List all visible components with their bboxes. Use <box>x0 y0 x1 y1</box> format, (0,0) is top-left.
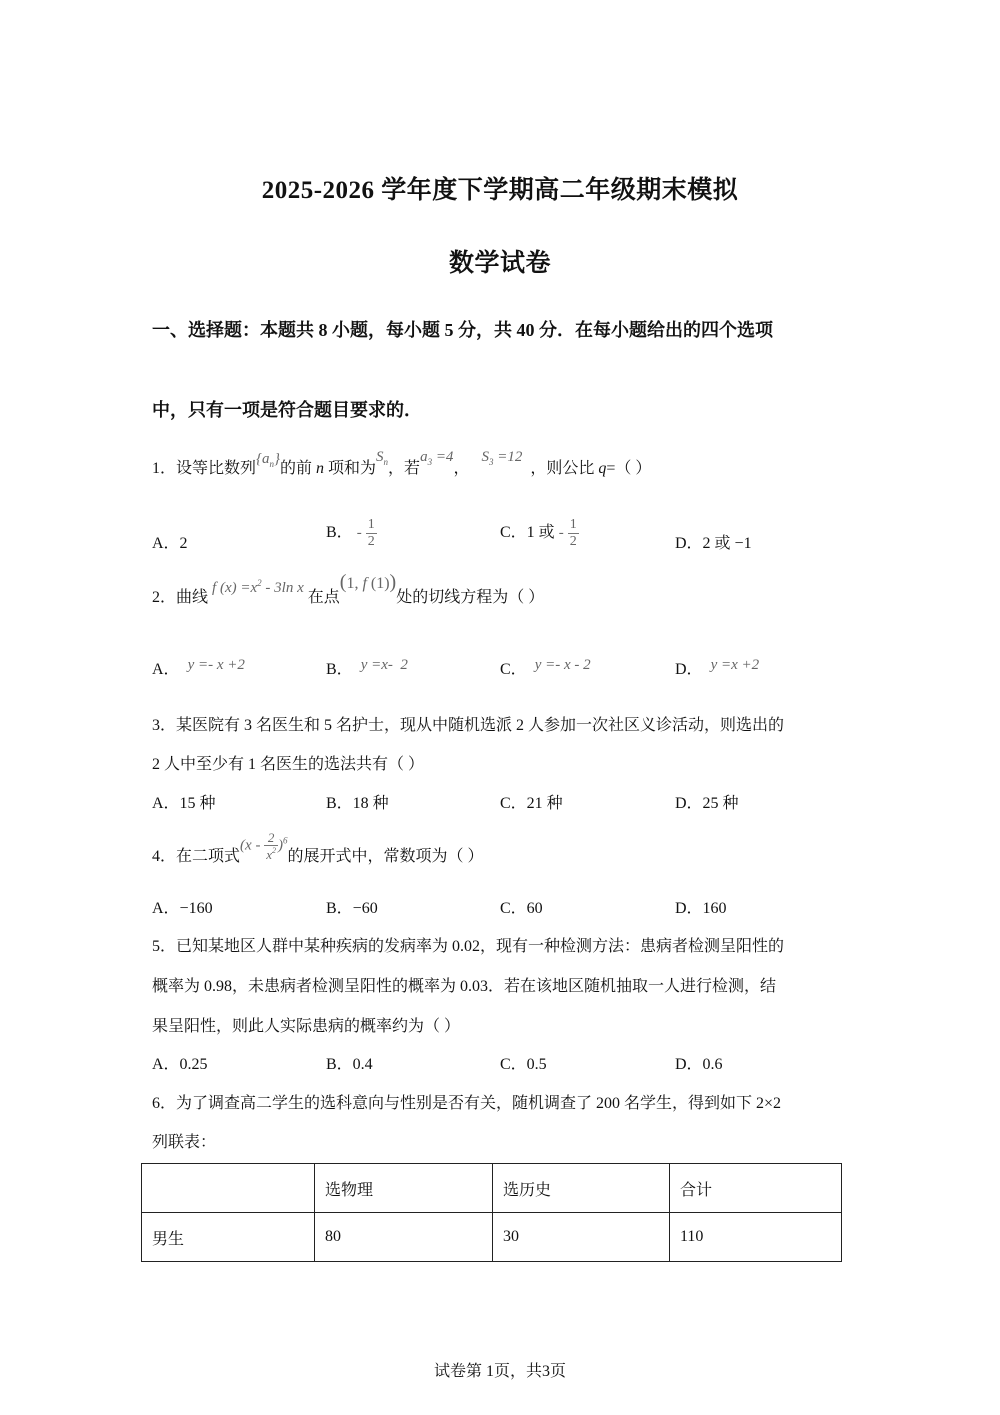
q2-point-formula: (1, f (1)) <box>339 571 397 593</box>
q1-option-b[interactable]: B． - $\frac{1}{2}$ <box>326 517 375 549</box>
q1-sequence-formula: $\{a_n\}$ <box>256 451 281 469</box>
table-cell: 110 <box>670 1213 842 1262</box>
question-1: 1．设等比数列$\{a_n\}$的前 n 项和为$S_n$，若$a_3 =4$， $S_3 =12$ ，则公比 q=（ ） <box>152 449 652 477</box>
q5-option-d[interactable]: D．0.6 <box>675 1056 723 1073</box>
table-cell: 男生 <box>142 1213 315 1262</box>
question-5-line2: 概率为 0.98，未患病者检测呈阳性的概率为 0.03．若在该地区随机抽取一人进行检测，结 <box>152 978 777 995</box>
q3-option-c[interactable]: C．21 种 <box>500 795 563 812</box>
q3-option-b[interactable]: B．18 种 <box>326 795 389 812</box>
question-5-line3: 果呈阳性，则此人实际患病的概率约为（ ） <box>152 1018 461 1035</box>
exam-subtitle: 数学试卷 <box>448 250 551 277</box>
q4-binomial-formula: (x - $\frac{2}{x^2}$ )$^6$ <box>240 830 288 862</box>
page-footer: 试卷第 1页，共3页 <box>433 1363 566 1380</box>
q4-option-d[interactable]: D．160 <box>675 900 727 917</box>
q4-option-c[interactable]: C．60 <box>500 900 543 917</box>
q5-option-a[interactable]: A．0.25 <box>152 1056 208 1073</box>
question-6-line1: 6．为了调查高二学生的选科意向与性别是否有关，随机调查了 200 名学生，得到如下 2×2 <box>152 1095 782 1112</box>
question-3-line2: 2 人中至少有 1 名医生的选法共有（ ） <box>152 756 425 773</box>
q1-s3-formula: $S_3 =12$ <box>481 449 523 467</box>
q1-a3-formula: $a_3 =4$ <box>420 449 454 467</box>
q4-option-a[interactable]: A．−160 <box>152 900 213 917</box>
q5-option-c[interactable]: C．0.5 <box>500 1056 547 1073</box>
q2-option-b[interactable]: B． y =x- 2 <box>326 657 408 678</box>
table-header-cell: 合计 <box>670 1164 842 1213</box>
contingency-table <box>141 1163 842 1262</box>
question-2: 2．曲线 f $(x) =x^2 - 3\ln$ x 在点(1, f (1))处的切线方程为（ ） <box>152 571 545 606</box>
q2-option-a[interactable]: A． y =- x +2 <box>152 657 245 678</box>
q3-option-d[interactable]: D．25 种 <box>675 795 739 812</box>
q2-curve-formula: f $(x) =x^2 - 3\ln$ x <box>212 578 304 596</box>
table-header-cell <box>142 1164 315 1213</box>
exam-title: 2025-2026 学年度下学期高二年级期末模拟 <box>261 177 739 204</box>
question-5-line1: 5．已知某地区人群中某种疾病的发病率为 0.02，现有一种检测方法：患病者检测呈阳性的 <box>152 938 785 955</box>
q1-option-d[interactable]: D．2 或 −1 <box>675 535 752 552</box>
table-header-cell: 选物理 <box>315 1164 493 1213</box>
section-heading-line2: 中，只有一项是符合题目要求的． <box>152 400 422 420</box>
q2-option-d[interactable]: D． y =x +2 <box>675 657 760 678</box>
question-3-line1: 3．某医院有 3 名医生和 5 名护士，现从中随机选派 2 人参加一次社区义诊活动，则选出的 <box>152 717 785 734</box>
q5-option-b[interactable]: B．0.4 <box>326 1056 373 1073</box>
q1-text: 1．设等比数列 <box>152 460 257 477</box>
q4-option-b[interactable]: B．−60 <box>326 900 378 917</box>
q1-option-c[interactable]: C．1 或 - $\frac{1}{2}$ <box>500 517 577 549</box>
table-cell: 80 <box>315 1213 493 1262</box>
section-heading-line1: 一、选择题：本题共 8 小题，每小题 5 分，共 40 分．在每小题给出的四个选项 <box>152 320 773 340</box>
table-header-row <box>142 1164 842 1213</box>
table-row <box>142 1213 842 1262</box>
table-cell: 30 <box>493 1213 670 1262</box>
q2-option-c[interactable]: C． y =- x - 2 <box>500 657 591 678</box>
question-6-line2: 列联表： <box>152 1134 217 1151</box>
table-header-cell: 选历史 <box>493 1164 670 1213</box>
q1-sn-formula: $S_n$ <box>376 449 389 467</box>
q1-option-a[interactable]: A．2 <box>152 535 188 552</box>
question-4: 4．在二项式(x - $\frac{2}{x^2}$ )$^6$的展开式中，常数项为（ ） <box>152 830 484 866</box>
q3-option-a[interactable]: A．15 种 <box>152 795 216 812</box>
